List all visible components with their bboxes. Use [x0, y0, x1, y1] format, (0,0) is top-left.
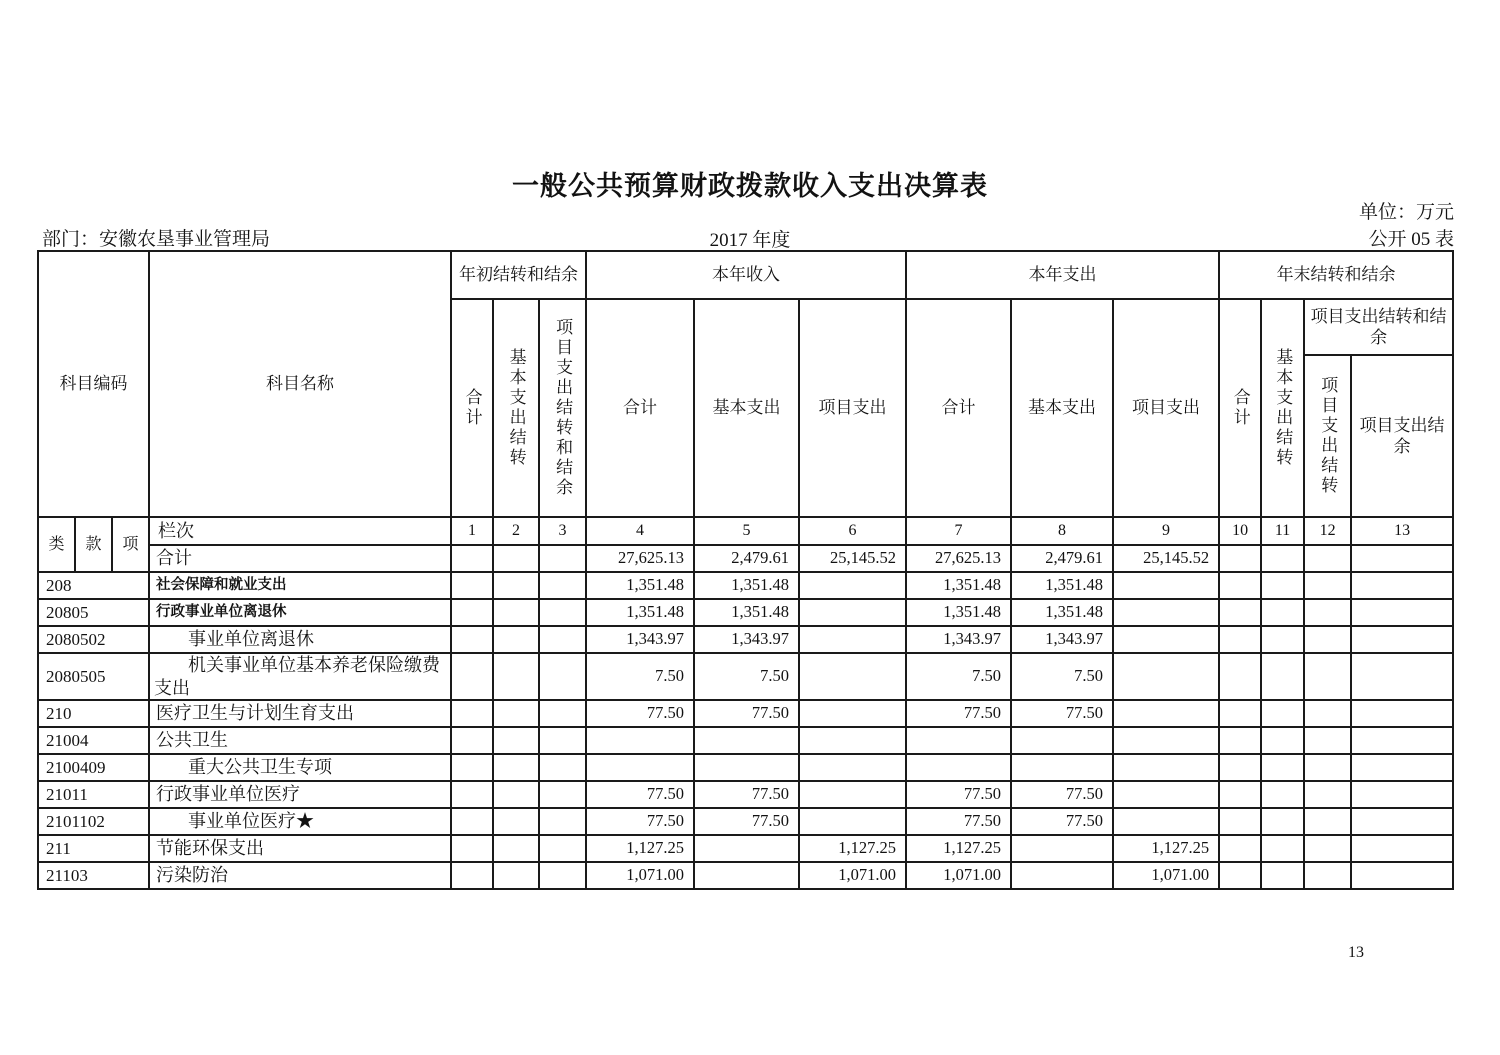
column-number: 12	[1304, 517, 1351, 545]
value-cell	[451, 572, 493, 599]
value-cell: 7.50	[906, 653, 1011, 700]
header-end-project-group: 项目支出结转和结余	[1304, 299, 1453, 355]
value-cell	[451, 653, 493, 700]
value-cell	[1113, 808, 1219, 835]
value-cell	[906, 754, 1011, 781]
header-subject-name: 科目名称	[149, 251, 451, 517]
table-row	[38, 754, 1453, 781]
header-begin-basic-carry: 基本支出结转	[493, 299, 539, 517]
column-number: 5	[694, 517, 799, 545]
column-number: 13	[1351, 517, 1453, 545]
value-cell: 77.50	[1011, 781, 1113, 808]
column-index-row	[38, 517, 1453, 545]
value-cell: 77.50	[586, 781, 694, 808]
column-number: 2	[493, 517, 539, 545]
subject-name-cell: 公共卫生	[149, 727, 451, 754]
header-end-total: 合计	[1219, 299, 1261, 517]
value-cell	[694, 754, 799, 781]
subject-name-cell: 合计	[149, 545, 451, 572]
value-cell	[1219, 545, 1261, 572]
value-cell	[1304, 862, 1351, 889]
value-cell	[1219, 835, 1261, 862]
value-cell	[451, 781, 493, 808]
header-end-basic-carry: 基本支出结转	[1261, 299, 1304, 517]
header-group-row	[38, 251, 1453, 299]
subject-name-cell: 行政事业单位离退休	[149, 599, 451, 626]
value-cell	[1261, 808, 1304, 835]
value-cell	[1351, 754, 1453, 781]
header-income-total: 合计	[586, 299, 694, 517]
value-cell: 1,127.25	[1113, 835, 1219, 862]
value-cell	[539, 545, 586, 572]
value-cell	[1304, 545, 1351, 572]
value-cell	[586, 727, 694, 754]
value-cell	[1304, 653, 1351, 700]
subject-name-cell: 重大公共卫生专项	[149, 754, 451, 781]
value-cell	[1304, 808, 1351, 835]
value-cell: 77.50	[694, 781, 799, 808]
subject-name-cell: 社会保障和就业支出	[149, 572, 451, 599]
value-cell	[539, 781, 586, 808]
header-begin-project-carry: 项目支出结转和结余	[539, 299, 586, 517]
value-cell: 1,351.48	[586, 599, 694, 626]
value-cell	[1351, 700, 1453, 727]
value-cell	[694, 727, 799, 754]
header-end-project-balance: 项目支出结余	[1351, 355, 1453, 517]
value-cell	[1011, 754, 1113, 781]
subject-code-cell: 208	[38, 572, 149, 599]
value-cell	[1351, 626, 1453, 653]
column-number: 10	[1219, 517, 1261, 545]
value-cell: 7.50	[1011, 653, 1113, 700]
value-cell	[1304, 727, 1351, 754]
table-header	[38, 251, 1453, 517]
table-row	[38, 835, 1453, 862]
table-body	[38, 517, 1453, 889]
column-number: 3	[539, 517, 586, 545]
value-cell	[1304, 572, 1351, 599]
value-cell	[1219, 700, 1261, 727]
value-cell	[493, 727, 539, 754]
value-cell	[1261, 545, 1304, 572]
subject-name-cell: 事业单位离退休	[149, 626, 451, 653]
value-cell	[539, 599, 586, 626]
value-cell	[1261, 862, 1304, 889]
value-cell	[539, 862, 586, 889]
value-cell	[1011, 727, 1113, 754]
value-cell	[539, 754, 586, 781]
column-number: 4	[586, 517, 694, 545]
value-cell	[1113, 626, 1219, 653]
subject-name-cell: 污染防治	[149, 862, 451, 889]
value-cell	[1011, 862, 1113, 889]
value-cell	[1261, 781, 1304, 808]
value-cell	[451, 545, 493, 572]
subject-code-cell: 21004	[38, 727, 149, 754]
value-cell	[1219, 727, 1261, 754]
table-row	[38, 862, 1453, 889]
value-cell	[1304, 626, 1351, 653]
code-item-cell: 项	[112, 517, 149, 572]
value-cell: 1,343.97	[694, 626, 799, 653]
value-cell	[1304, 754, 1351, 781]
table-row	[38, 599, 1453, 626]
value-cell	[493, 862, 539, 889]
subject-code-cell: 211	[38, 835, 149, 862]
value-cell	[493, 700, 539, 727]
value-cell	[539, 572, 586, 599]
value-cell	[493, 835, 539, 862]
value-cell: 7.50	[694, 653, 799, 700]
value-cell: 1,351.48	[586, 572, 694, 599]
subject-name-cell: 医疗卫生与计划生育支出	[149, 700, 451, 727]
value-cell	[539, 700, 586, 727]
header-subject-code: 科目编码	[38, 251, 149, 517]
value-cell	[799, 781, 906, 808]
value-cell	[451, 626, 493, 653]
table-row	[38, 572, 1453, 599]
value-cell	[493, 599, 539, 626]
value-cell: 77.50	[906, 781, 1011, 808]
value-cell	[799, 754, 906, 781]
value-cell: 77.50	[586, 808, 694, 835]
value-cell	[451, 599, 493, 626]
table-row	[38, 808, 1453, 835]
value-cell	[451, 835, 493, 862]
value-cell	[799, 727, 906, 754]
value-cell	[694, 835, 799, 862]
value-cell	[1219, 781, 1261, 808]
value-cell	[493, 808, 539, 835]
subject-name-cell: 行政事业单位医疗	[149, 781, 451, 808]
subject-code-cell: 2080502	[38, 626, 149, 653]
value-cell	[1219, 626, 1261, 653]
value-cell: 25,145.52	[799, 545, 906, 572]
value-cell	[799, 572, 906, 599]
code-class-cell: 类	[38, 517, 75, 572]
value-cell: 1,127.25	[586, 835, 694, 862]
header-expend-basic: 基本支出	[1011, 299, 1113, 517]
value-cell	[451, 808, 493, 835]
value-cell	[1261, 572, 1304, 599]
value-cell	[906, 727, 1011, 754]
table-row	[38, 727, 1453, 754]
value-cell: 77.50	[694, 808, 799, 835]
value-cell	[799, 626, 906, 653]
value-cell	[1304, 835, 1351, 862]
value-cell	[1219, 653, 1261, 700]
value-cell	[1113, 653, 1219, 700]
value-cell	[539, 653, 586, 700]
value-cell	[493, 626, 539, 653]
page-number: 13	[1348, 944, 1364, 961]
value-cell: 27,625.13	[586, 545, 694, 572]
value-cell	[1113, 599, 1219, 626]
header-end-balance-group: 年末结转和结余	[1219, 251, 1453, 299]
value-cell	[1261, 700, 1304, 727]
value-cell	[451, 700, 493, 727]
value-cell: 1,351.48	[1011, 572, 1113, 599]
value-cell	[1011, 835, 1113, 862]
value-cell	[493, 572, 539, 599]
subject-name-cell: 节能环保支出	[149, 835, 451, 862]
value-cell: 1,343.97	[586, 626, 694, 653]
value-cell	[493, 653, 539, 700]
value-cell	[1113, 781, 1219, 808]
value-cell	[451, 862, 493, 889]
value-cell	[493, 781, 539, 808]
department-label: 部门：安徽农垦事业管理局	[42, 229, 271, 250]
header-income-basic: 基本支出	[694, 299, 799, 517]
table-row	[38, 653, 1453, 700]
value-cell	[1261, 754, 1304, 781]
value-cell	[1351, 835, 1453, 862]
header-end-project-carry: 项目支出结转	[1304, 355, 1351, 517]
header-income-project: 项目支出	[799, 299, 906, 517]
value-cell	[1261, 653, 1304, 700]
value-cell	[694, 862, 799, 889]
row-index-label: 栏次	[149, 517, 451, 545]
value-cell	[799, 653, 906, 700]
value-cell: 1,127.25	[799, 835, 906, 862]
value-cell	[799, 700, 906, 727]
value-cell	[1351, 862, 1453, 889]
value-cell	[539, 835, 586, 862]
value-cell: 2,479.61	[1011, 545, 1113, 572]
code-section-cell: 款	[75, 517, 112, 572]
value-cell	[1351, 545, 1453, 572]
value-cell	[539, 808, 586, 835]
value-cell: 2,479.61	[694, 545, 799, 572]
value-cell	[1261, 835, 1304, 862]
value-cell	[1219, 862, 1261, 889]
value-cell	[1351, 727, 1453, 754]
column-number: 7	[906, 517, 1011, 545]
table-row	[38, 545, 1453, 572]
value-cell	[1261, 626, 1304, 653]
table-row	[38, 626, 1453, 653]
subject-name-cell: 机关事业单位基本养老保险缴费支出	[149, 653, 451, 700]
column-number: 9	[1113, 517, 1219, 545]
value-cell: 7.50	[586, 653, 694, 700]
value-cell	[1219, 599, 1261, 626]
value-cell: 1,351.48	[694, 572, 799, 599]
value-cell	[451, 727, 493, 754]
value-cell	[1261, 599, 1304, 626]
value-cell	[493, 545, 539, 572]
value-cell	[1261, 727, 1304, 754]
subject-name-cell: 事业单位医疗★	[149, 808, 451, 835]
value-cell: 1,351.48	[906, 599, 1011, 626]
value-cell: 77.50	[906, 700, 1011, 727]
value-cell	[799, 808, 906, 835]
page-title: 一般公共预算财政拨款收入支出决算表	[512, 171, 988, 201]
value-cell	[1351, 781, 1453, 808]
table-row	[38, 781, 1453, 808]
value-cell: 77.50	[1011, 808, 1113, 835]
value-cell: 1,343.97	[1011, 626, 1113, 653]
value-cell	[451, 754, 493, 781]
value-cell: 1,343.97	[906, 626, 1011, 653]
value-cell: 1,071.00	[799, 862, 906, 889]
value-cell	[1113, 754, 1219, 781]
header-begin-balance-group: 年初结转和结余	[451, 251, 586, 299]
table-row	[38, 700, 1453, 727]
value-cell: 77.50	[906, 808, 1011, 835]
value-cell	[1304, 700, 1351, 727]
value-cell: 1,071.00	[906, 862, 1011, 889]
value-cell	[1351, 572, 1453, 599]
value-cell	[1351, 808, 1453, 835]
value-cell	[1304, 781, 1351, 808]
header-income-group: 本年收入	[586, 251, 906, 299]
subject-code-cell: 210	[38, 700, 149, 727]
value-cell	[1113, 700, 1219, 727]
value-cell	[493, 754, 539, 781]
value-cell: 1,351.48	[906, 572, 1011, 599]
header-begin-total: 合计	[451, 299, 493, 517]
value-cell: 1,351.48	[1011, 599, 1113, 626]
value-cell: 77.50	[694, 700, 799, 727]
value-cell: 1,071.00	[1113, 862, 1219, 889]
value-cell	[1219, 572, 1261, 599]
value-cell	[1351, 653, 1453, 700]
header-expenditure-group: 本年支出	[906, 251, 1219, 299]
header-expend-total: 合计	[906, 299, 1011, 517]
value-cell	[1113, 572, 1219, 599]
subject-code-cell: 21011	[38, 781, 149, 808]
table-code-label: 公开 05 表	[1368, 229, 1454, 250]
value-cell: 77.50	[1011, 700, 1113, 727]
value-cell	[1113, 727, 1219, 754]
column-number: 11	[1261, 517, 1304, 545]
value-cell: 1,071.00	[586, 862, 694, 889]
value-cell	[799, 599, 906, 626]
subject-code-cell: 2100409	[38, 754, 149, 781]
value-cell	[1304, 599, 1351, 626]
value-cell	[539, 727, 586, 754]
value-cell: 77.50	[586, 700, 694, 727]
column-number: 1	[451, 517, 493, 545]
header-expend-project: 项目支出	[1113, 299, 1219, 517]
column-number: 6	[799, 517, 906, 545]
value-cell	[539, 626, 586, 653]
value-cell: 1,351.48	[694, 599, 799, 626]
subject-code-cell: 2101102	[38, 808, 149, 835]
value-cell: 27,625.13	[906, 545, 1011, 572]
value-cell	[1219, 754, 1261, 781]
budget-table	[37, 250, 1454, 890]
subject-code-cell: 21103	[38, 862, 149, 889]
value-cell: 1,127.25	[906, 835, 1011, 862]
value-cell	[1351, 599, 1453, 626]
value-cell	[1219, 808, 1261, 835]
subject-code-cell: 20805	[38, 599, 149, 626]
subject-code-cell: 2080505	[38, 653, 149, 700]
value-cell	[586, 754, 694, 781]
value-cell: 25,145.52	[1113, 545, 1219, 572]
column-number: 8	[1011, 517, 1113, 545]
year-label: 2017 年度	[709, 230, 791, 251]
unit-label: 单位：万元	[1358, 202, 1454, 223]
